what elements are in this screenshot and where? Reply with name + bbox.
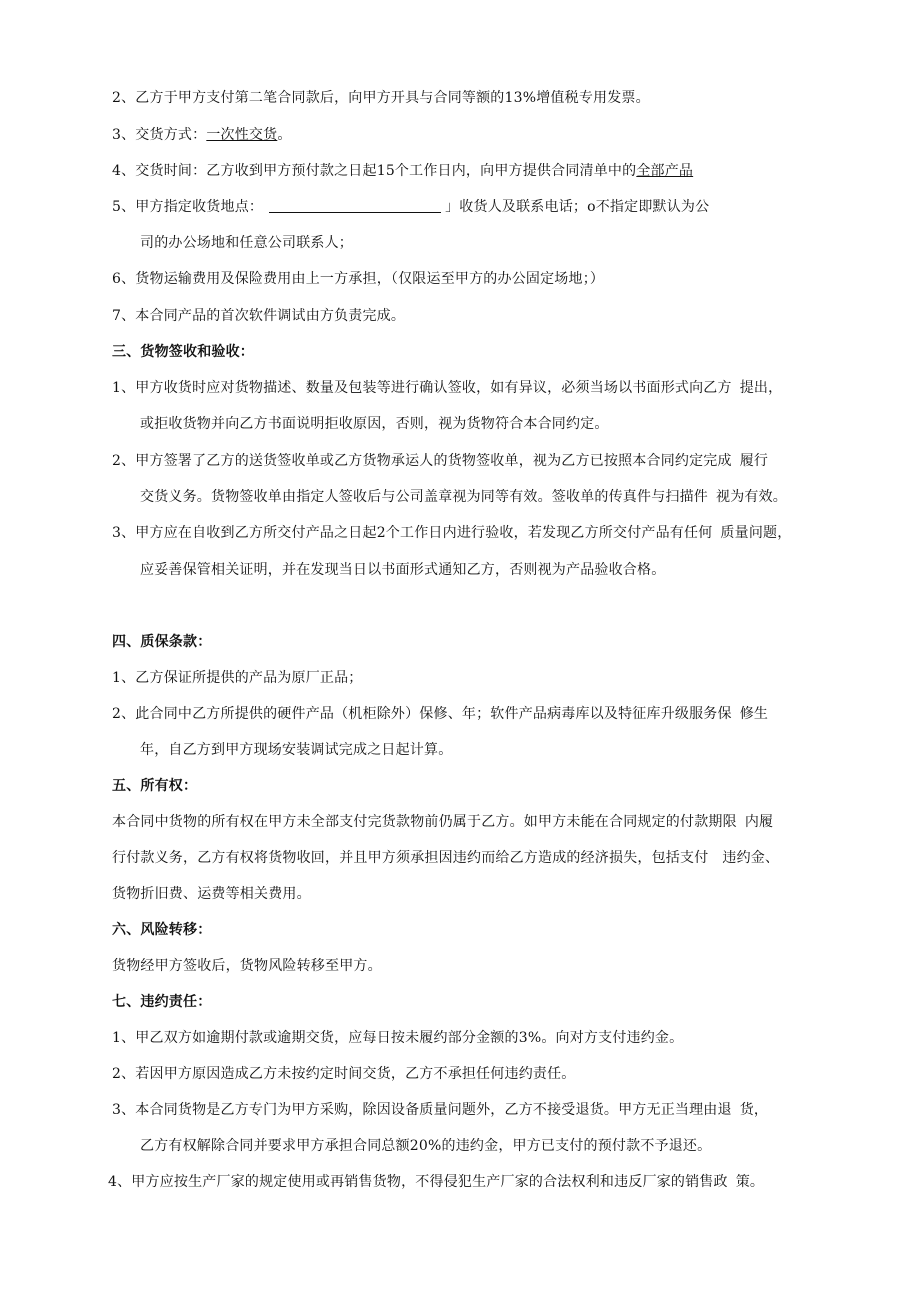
clause-2-5: 5、甲方指定收货地点： 」收货人及联系电话；o不指定即默认为公 <box>112 199 710 215</box>
section-6-heading: 六、风险转移： <box>112 922 212 938</box>
clause-2-7: 7、本合同产品的首次软件调试由方负责完成。 <box>112 308 406 324</box>
section-4-heading: 四、质保条款： <box>112 634 212 650</box>
delivery-method-value: 一次性交货 <box>206 127 278 143</box>
clause-4-2-cont: 年，自乙方到甲方现场安装调试完成之日起计算。 <box>140 742 453 758</box>
clause-3-3-cont: 应妥善保管相关证明，并在发现当日以书面形式通知乙方，否则视为产品验收合格。 <box>140 562 666 578</box>
clause-3-1: 1、甲方收货时应对货物描述、数量及包装等进行确认签收，如有异议，必须当场以书面形式向乙方 提出， <box>112 380 783 396</box>
clause-7-2: 2、若因甲方原因造成乙方未按约定时间交货，乙方不承担任何违约责任。 <box>112 1066 576 1082</box>
clause-3-2: 2、甲方签署了乙方的送货签收单或乙方货物承运人的货物签收单，视为乙方已按照本合同约定完成 履行 <box>112 453 769 469</box>
clause-3-1-cont: 或拒收货物并向乙方书面说明拒收原因，否则，视为货物符合本合同约定。 <box>140 416 609 432</box>
delivery-address-blank <box>269 198 441 213</box>
clause-2-4: 4、交货时间：乙方收到甲方预付款之日起15个工作日内，向甲方提供合同清单中的全部产品 <box>112 163 694 179</box>
clause-4-2: 2、此合同中乙方所提供的硬件产品（机柜除外）保修、年；软件产品病毒库以及特征库升级服务保 修生 <box>112 706 769 722</box>
clause-4-1: 1、乙方保证所提供的产品为原厂正品； <box>112 670 363 686</box>
clause-2-6: 6、货物运输费用及保险费用由上一方承担，（仅限运至甲方的办公固定场地；） <box>112 271 605 287</box>
section-6-para: 货物经甲方签收后，货物风险转移至甲方。 <box>112 958 382 974</box>
clause-7-4: 4、甲方应按生产厂家的规定使用或再销售货物，不得侵犯生产厂家的合法权利和违反厂家的销售政 策。 <box>108 1174 765 1190</box>
clause-2-5-cont: 司的办公场地和任意公司联系人； <box>140 235 353 251</box>
clause-3-2-cont: 交货义务。货物签收单由指定人签收后与公司盖章视为同等有效。签收单的传真件与扫描件 视为有效。 <box>140 489 787 505</box>
section-5-para-line2: 行付款义务，乙方有权将货物收回，并且甲方须承担因违约而给乙方造成的经济损失，包括支付 违约金、 <box>112 850 780 866</box>
section-5-para-line3: 货物折旧费、运费等相关费用。 <box>112 886 311 902</box>
clause-7-1: 1、甲乙双方如逾期付款或逾期交货，应每日按未履约部分金额的3%。向对方支付违约金。 <box>112 1030 684 1046</box>
all-products-link: 全部产品 <box>636 163 694 179</box>
clause-2-2: 2、乙方于甲方支付第二笔合同款后，向甲方开具与合同等额的13%增值税专用发票。 <box>112 90 650 106</box>
clause-2-3: 3、交货方式：一次性交货。 <box>112 127 292 143</box>
clause-7-3: 3、本合同货物是乙方专门为甲方采购，除因设备质量问题外，乙方不接受退货。甲方无正当理由退 货， <box>112 1102 769 1118</box>
section-5-heading: 五、所有权： <box>112 778 198 794</box>
section-7-heading: 七、违约责任： <box>112 994 212 1010</box>
clause-7-3-cont: 乙方有权解除合同并要求甲方承担合同总额20%的违约金，甲方已支付的预付款不予退还。 <box>140 1138 712 1154</box>
section-3-heading: 三、货物签收和验收： <box>112 344 254 360</box>
section-5-para-line1: 本合同中货物的所有权在甲方未全部支付完货款物前仍属于乙方。如甲方未能在合同规定的付款期限 内履 <box>112 814 774 830</box>
clause-3-3: 3、甲方应在自收到乙方所交付产品之日起2个工作日内进行验收，若发现乙方所交付产品有任何 质量问题， <box>112 525 792 541</box>
